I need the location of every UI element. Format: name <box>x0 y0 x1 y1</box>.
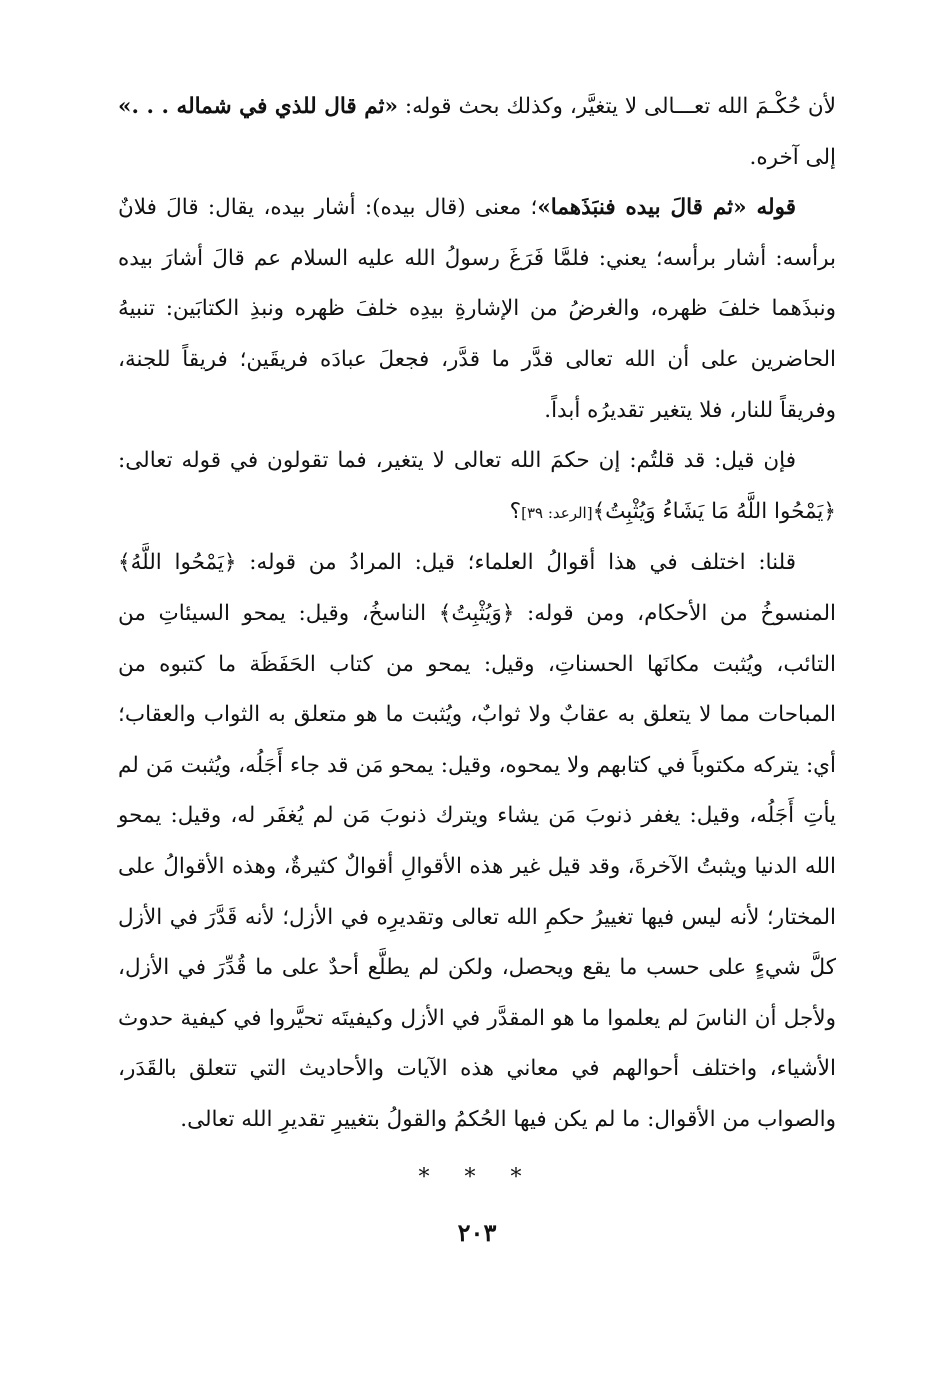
paragraph-3-verse-reference: [الرعد: ٣٩] <box>521 503 593 522</box>
paragraph-4-verse-1: ﴿يَمْحُوا اللَّهُ﴾ <box>118 550 237 576</box>
paragraph-2-quote: قوله «ثم قالَ بيده فنبَذَهما» <box>537 195 796 221</box>
paragraph-4-verse-2: ﴿وَيُثْبِتُ﴾ <box>438 600 515 626</box>
paragraph-1-text-b: إلى آخره. <box>749 144 836 170</box>
paragraph-4-text-b: المنسوخُ من الأحكام، ومن قوله: <box>514 600 836 626</box>
section-separator: * * * <box>418 1165 536 1191</box>
page-body <box>118 82 836 1247</box>
paragraph-3 <box>118 436 836 538</box>
paragraph-4-text-a: قلنا: اختلف في هذا أقوالُ العلماء؛ قيل: المرادُ من قوله: <box>236 550 796 576</box>
paragraph-3-text-a: فإن قيل: قد قلتُم: إن حكمَ الله تعالى لا يتغير، فما تقولون في قوله تعالى: <box>118 448 796 474</box>
paragraph-3-text-b: ؟ <box>509 498 522 524</box>
paragraph-1-quote: «ثم قال للذي في شماله . . .» <box>118 94 398 119</box>
paragraph-2-text: ؛ معنى (قال بيده): أشار بيده، يقال: قالَ فلانٌ برأسه: أشار برأسه؛ يعني: فلمَّا فَرَغَ رسولُ الله عليه السلام عم قالَ أشارَ بيده ونبذَهما خلفَ ظهره، والغرضُ من الإشارةِ بيدِه خلفَ ظهره ونبذِ الكتابَين: تنبيهُ الحاضرين على أن الله تعالى قدَّر ما قدَّر، فجعلَ عبادَه فريقَين؛ فريقاً للجنة، وفريقاً للنار، فلا يتغير تقديرُه أبداً. <box>118 195 836 423</box>
paragraph-4 <box>118 538 836 1145</box>
paragraph-1-text-a: لأن حُكْـمَ الله تعـــالى لا يتغيَّر، وكذلك بحث قوله: <box>397 94 836 119</box>
page-number: ٢٠٣ <box>457 1218 497 1248</box>
paragraph-1 <box>118 82 836 183</box>
paragraph-2 <box>118 183 836 436</box>
paragraph-4-text-c: الناسخُ، وقيل: يمحو السيئاتِ من التائب، ويُثبت مكانَها الحسناتِ، وقيل: يمحو من كتاب الحَفَظَة ما كتبوه من المباحات مما لا يتعلق به عقابٌ ولا ثوابٌ، ويُثبت ما هو متعلق به الثواب والعقاب؛ أي: يتركه مكتوباً في كتابهم ولا يمحوه، وقيل: يمحو مَن قد جاء أَجَلُه، ويُثبت مَن لم يأتِ أَجَلُه، وقيل: يغفر ذنوبَ مَن يشاء ويترك ذنوبَ مَن لم يُغفَر له، وقيل: يمحو الله الدنيا ويثبتُ الآخرةَ، وقد قيل غير هذه الأقوالِ أقوالٌ كثيرةٌ، وهذه الأقوالُ على المختار؛ لأنه ليس فيها تغييرُ حكمِ الله تعالى وتقديرِه في الأزل؛ لأنه قَدَّرَ في الأزل كلَّ شيءٍ على حسب ما يقع ويحصل، ولكن لم يطلَّع أحدٌ على ما قُدِّرَ في الأزل، ولأجل أن الناسَ لم يعلموا ما هو المقدَّر في الأزل وكيفيتَه تحيَّروا في كيفية حدوث الأشياء، واختلف أحوالهم في معاني هذه الآيات والأحاديث التي تتعلق بالقَدَر، والصواب من الأقوال: ما لم يكن فيها الحُكمُ والقولُ بتغييرِ تقديرِ الله تعالى. <box>118 600 836 1132</box>
paragraph-3-verse: ﴿يَمْحُوا اللَّهُ مَا يَشَاءُ وَيُثْبِتُ﴾ <box>592 498 836 524</box>
